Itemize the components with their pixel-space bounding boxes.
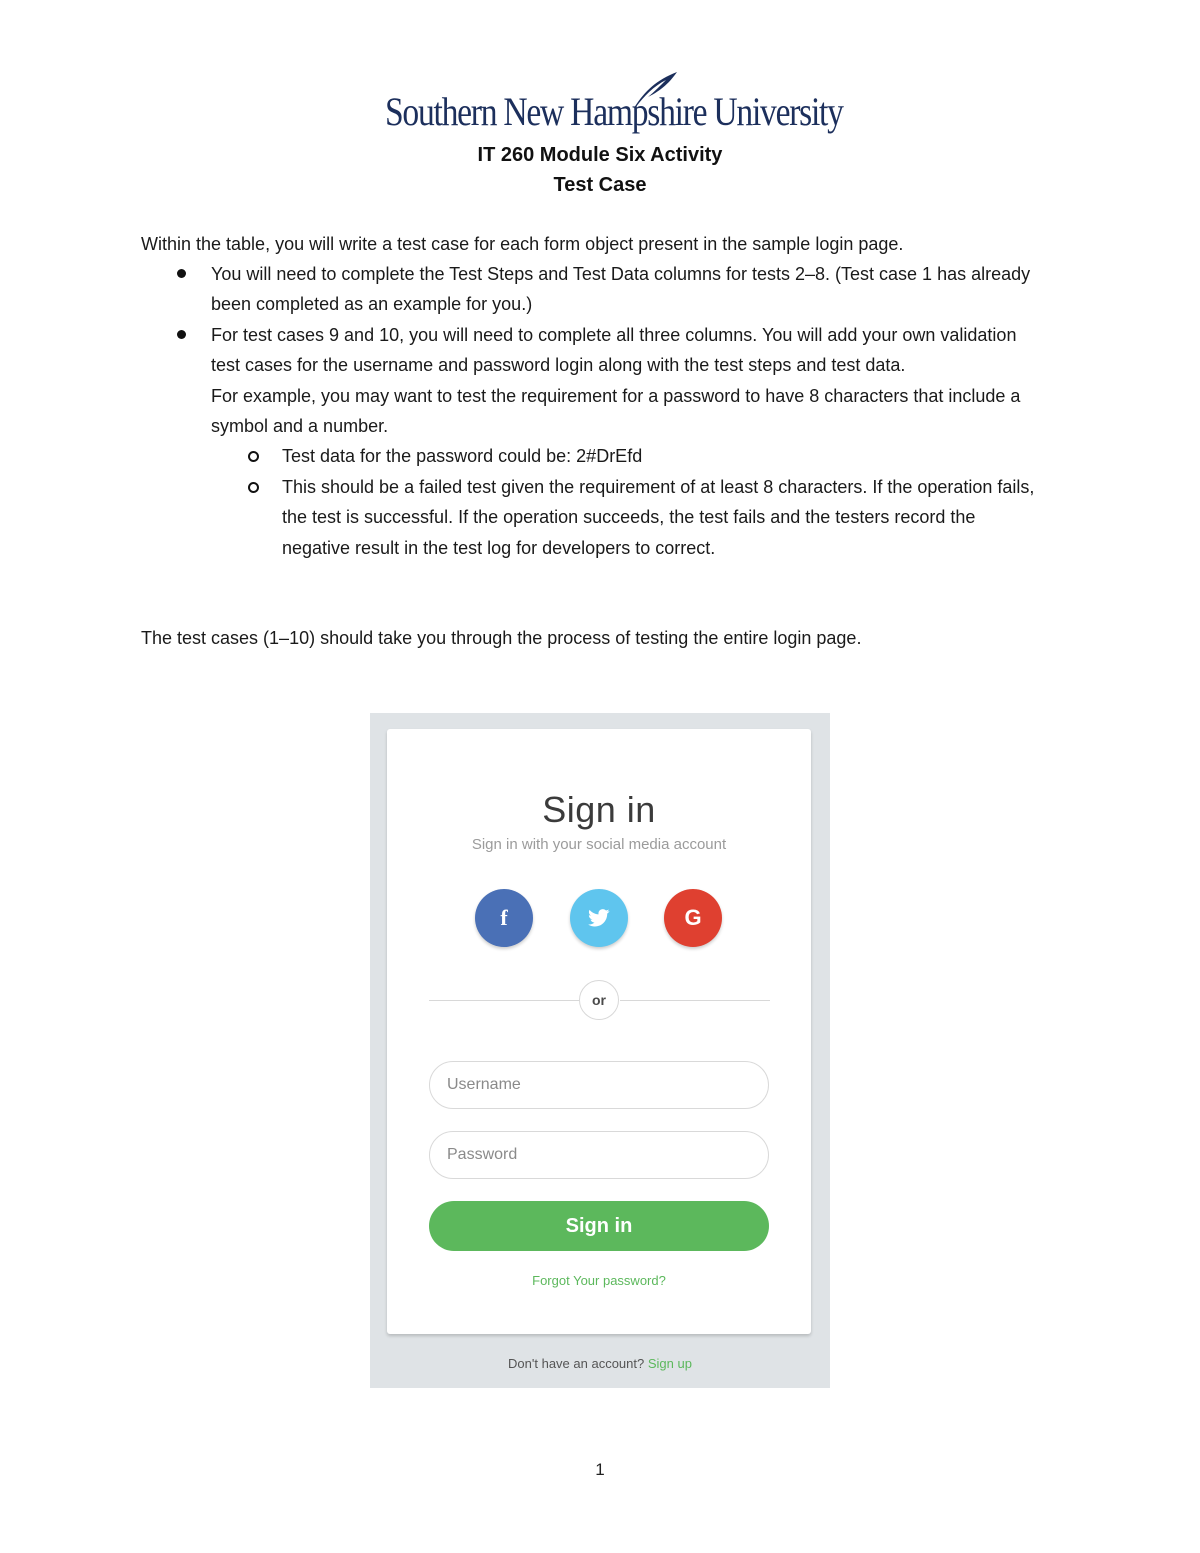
hollow-bullet-icon xyxy=(248,451,259,462)
hollow-bullet-icon xyxy=(248,482,259,493)
signin-button[interactable]: Sign in xyxy=(429,1201,769,1251)
login-screenshot xyxy=(370,713,830,1388)
logo-text: Southern New Hampshire University xyxy=(385,89,843,134)
google-icon: G xyxy=(684,905,702,930)
signup-row xyxy=(370,1356,830,1371)
login-card xyxy=(387,729,811,1334)
bullet-text: You will need to complete the Test Steps and Test Data columns for tests 2–8. (Test case 1 has already been completed as an example for you.) xyxy=(211,264,1031,315)
list-item xyxy=(141,259,1041,320)
sub-list xyxy=(211,441,1041,563)
sub-list-item xyxy=(211,472,1041,563)
document-subtitle: Test Case xyxy=(553,174,647,196)
divider-line-left xyxy=(429,1000,579,1001)
intro-paragraph: Within the table, you will write a test case for each form object present in the sample login page. xyxy=(141,234,904,254)
page-number: 1 xyxy=(595,1460,605,1479)
password-input[interactable] xyxy=(429,1131,769,1179)
signup-link[interactable]: Sign up xyxy=(647,1356,692,1371)
facebook-button[interactable] xyxy=(475,889,533,947)
facebook-icon: f xyxy=(500,905,508,930)
sub-bullet-text: Test data for the password could be: 2#DrEfd xyxy=(282,446,643,467)
no-account-text: Don't have an account? xyxy=(508,1356,645,1371)
bullet-icon xyxy=(177,330,186,339)
bullet-text: For test cases 9 and 10, you will need to complete all three columns. You will add your own validation test cases for the username and password login along with the test steps and test data. xyxy=(211,324,1017,376)
divider-line-right xyxy=(620,1000,770,1001)
google-button[interactable] xyxy=(664,889,722,947)
signin-title: Sign in xyxy=(542,789,656,830)
twitter-button[interactable] xyxy=(570,889,628,947)
university-logo xyxy=(385,70,843,136)
sub-bullet-text: This should be a failed test given the requirement of at least 8 characters. If the operation fails, the test is successful. If the operation succeeds, the test fails and the testers record the negative result in the test log for developers to correct. xyxy=(282,476,1035,558)
bullet-example-text: For example, you may want to test the requirement for a password to have 8 characters that include a symbol and a number. xyxy=(211,385,1021,437)
bullet-icon xyxy=(177,269,186,278)
twitter-icon xyxy=(588,909,610,927)
closing-paragraph: The test cases (1–10) should take you through the process of testing the entire login page. xyxy=(141,628,862,648)
or-divider: or xyxy=(579,980,619,1020)
sub-list-item xyxy=(211,441,1041,471)
forgot-password-link[interactable]: Forgot Your password? xyxy=(532,1273,666,1288)
list-item xyxy=(141,320,1041,563)
signin-subtitle: Sign in with your social media account xyxy=(471,836,727,853)
instruction-list xyxy=(141,259,1041,563)
document-title: IT 260 Module Six Activity xyxy=(477,144,723,166)
username-input[interactable] xyxy=(429,1061,769,1109)
